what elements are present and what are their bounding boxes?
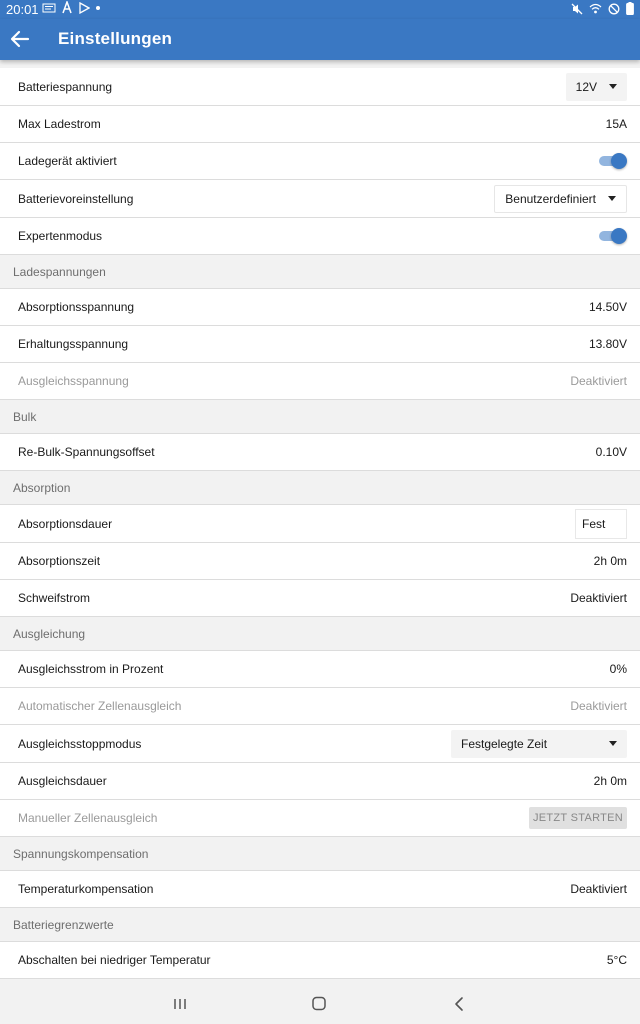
setting-absorptionsdauer[interactable] [0,505,640,543]
setting-value: 2h 0m [593,554,627,568]
setting-dropdown[interactable] [494,185,627,213]
setting-absorptionszeit[interactable] [0,543,640,580]
mute-icon [571,3,583,15]
home-icon[interactable] [309,996,329,1012]
arrow-left-icon[interactable] [8,27,32,51]
status-right-icons [571,2,634,15]
setting-label: Re-Bulk-Spannungsoffset [18,445,155,459]
setting-label: Ausgleichsspannung [18,374,129,388]
setting-schweifstrom[interactable] [0,580,640,617]
setting-value: Deaktiviert [570,591,627,605]
toggle-switch[interactable] [596,228,627,244]
battery-icon [626,2,634,15]
setting-label: Ausgleichsdauer [18,774,107,788]
setting-value: 14.50V [588,300,627,314]
back-icon[interactable] [450,996,470,1012]
setting-label: Ausgleichsstrom in Prozent [18,662,164,676]
recent-apps-icon[interactable] [170,996,190,1012]
toggle-knob [611,153,627,169]
setting-value: 2h 0m [593,774,627,788]
setting-label: Expertenmodus [18,229,103,243]
setting-value: 0% [609,662,627,676]
setting-value: 5°C [606,953,627,967]
setting-label: Automatischer Zellenausgleich [18,699,182,713]
setting-ausgleichsspannung [0,363,640,400]
setting-value: Deaktiviert [570,374,627,388]
toggle-switch[interactable] [596,153,627,169]
setting-dropdown[interactable] [566,73,627,101]
status-bar [0,0,640,19]
status-left-icons [42,1,101,14]
setting-ausgleichsstoppmodus[interactable] [0,725,640,763]
dropdown-value: Festgelegte Zeit [461,736,548,751]
setting-batterievoreinstellung[interactable] [0,180,640,218]
setting-label: Absorptionsdauer [18,516,113,531]
setting-batteriespannung[interactable] [0,68,640,106]
setting-automatischer-zellenausgleich [0,688,640,725]
chevron-down-icon [608,196,616,201]
setting-label: Erhaltungsspannung [18,337,129,351]
page-title: Einstellungen [58,29,173,48]
setting-abschalten-bei-niedriger-temperatur[interactable] [0,942,640,979]
setting-absorptionsspannung[interactable] [0,289,640,326]
setting-ausgleichsstrom-in-prozent[interactable] [0,651,640,688]
section-header-spannungskompensation [0,837,640,871]
setting-label: Absorptionsspannung [18,300,135,314]
app-bar [0,19,640,60]
no-disturb-icon [608,3,620,15]
dot-icon [95,5,101,11]
setting-expertenmodus[interactable] [0,218,640,255]
setting-label: Temperaturkompensation [18,882,154,896]
chevron-down-icon [609,741,617,746]
setting-label: Ausgleichsstoppmodus [18,736,142,751]
setting-max-ladestrom[interactable] [0,106,640,143]
toggle-knob [611,228,627,244]
setting-erhaltungsspannung[interactable] [0,326,640,363]
setting-label: Schweifstrom [18,591,91,605]
section-header-ladespannungen [0,255,640,289]
section-header-ausgleichung [0,617,640,651]
chevron-down-icon [609,84,617,89]
setting-label: Manueller Zellenausgleich [18,811,158,825]
section-header-absorption [0,471,640,505]
setting-re-bulk-spannungsoffset[interactable] [0,434,640,471]
selector-value: Fest [582,516,606,531]
section-title: Absorption [13,480,71,495]
wifi-icon [589,3,602,14]
setting-ladegeraet-aktiviert[interactable] [0,143,640,180]
setting-manueller-zellenausgleich [0,800,640,837]
font-app-icon [61,1,73,14]
status-time: 20:01 [6,2,39,17]
setting-label: Abschalten bei niedriger Temperatur [18,953,211,967]
setting-temperaturkompensation[interactable] [0,871,640,908]
setting-value: 0.10V [595,445,627,459]
setting-value: Deaktiviert [570,699,627,713]
setting-label: Max Ladestrom [18,117,101,131]
setting-selector[interactable] [575,509,627,539]
setting-label: Ladegerät aktiviert [18,154,117,168]
dropdown-value: 12V [575,79,597,94]
setting-label: Batteriespannung [18,79,113,94]
section-header-bulk [0,400,640,434]
setting-value: 13.80V [588,337,627,351]
setting-label: Absorptionszeit [18,554,101,568]
navigation-bar [0,984,640,1024]
section-title: Spannungskompensation [13,846,149,861]
section-title: Bulk [13,409,37,424]
play-store-icon [78,2,90,14]
dropdown-value: Benutzerdefiniert [505,191,596,206]
setting-ausgleichsdauer[interactable] [0,763,640,800]
setting-value: 15A [605,117,627,131]
settings-list [0,68,640,979]
section-header-batteriegrenzwerte [0,908,640,942]
start-now-button[interactable]: JETZT STARTEN [529,807,627,829]
setting-dropdown[interactable] [451,730,627,758]
setting-value: Deaktiviert [570,882,627,896]
section-title: Ausgleichung [13,626,86,641]
setting-label: Batterievoreinstellung [18,191,134,206]
section-title: Batteriegrenzwerte [13,917,114,932]
section-title: Ladespannungen [13,264,106,279]
notification-app-icon [42,2,56,14]
